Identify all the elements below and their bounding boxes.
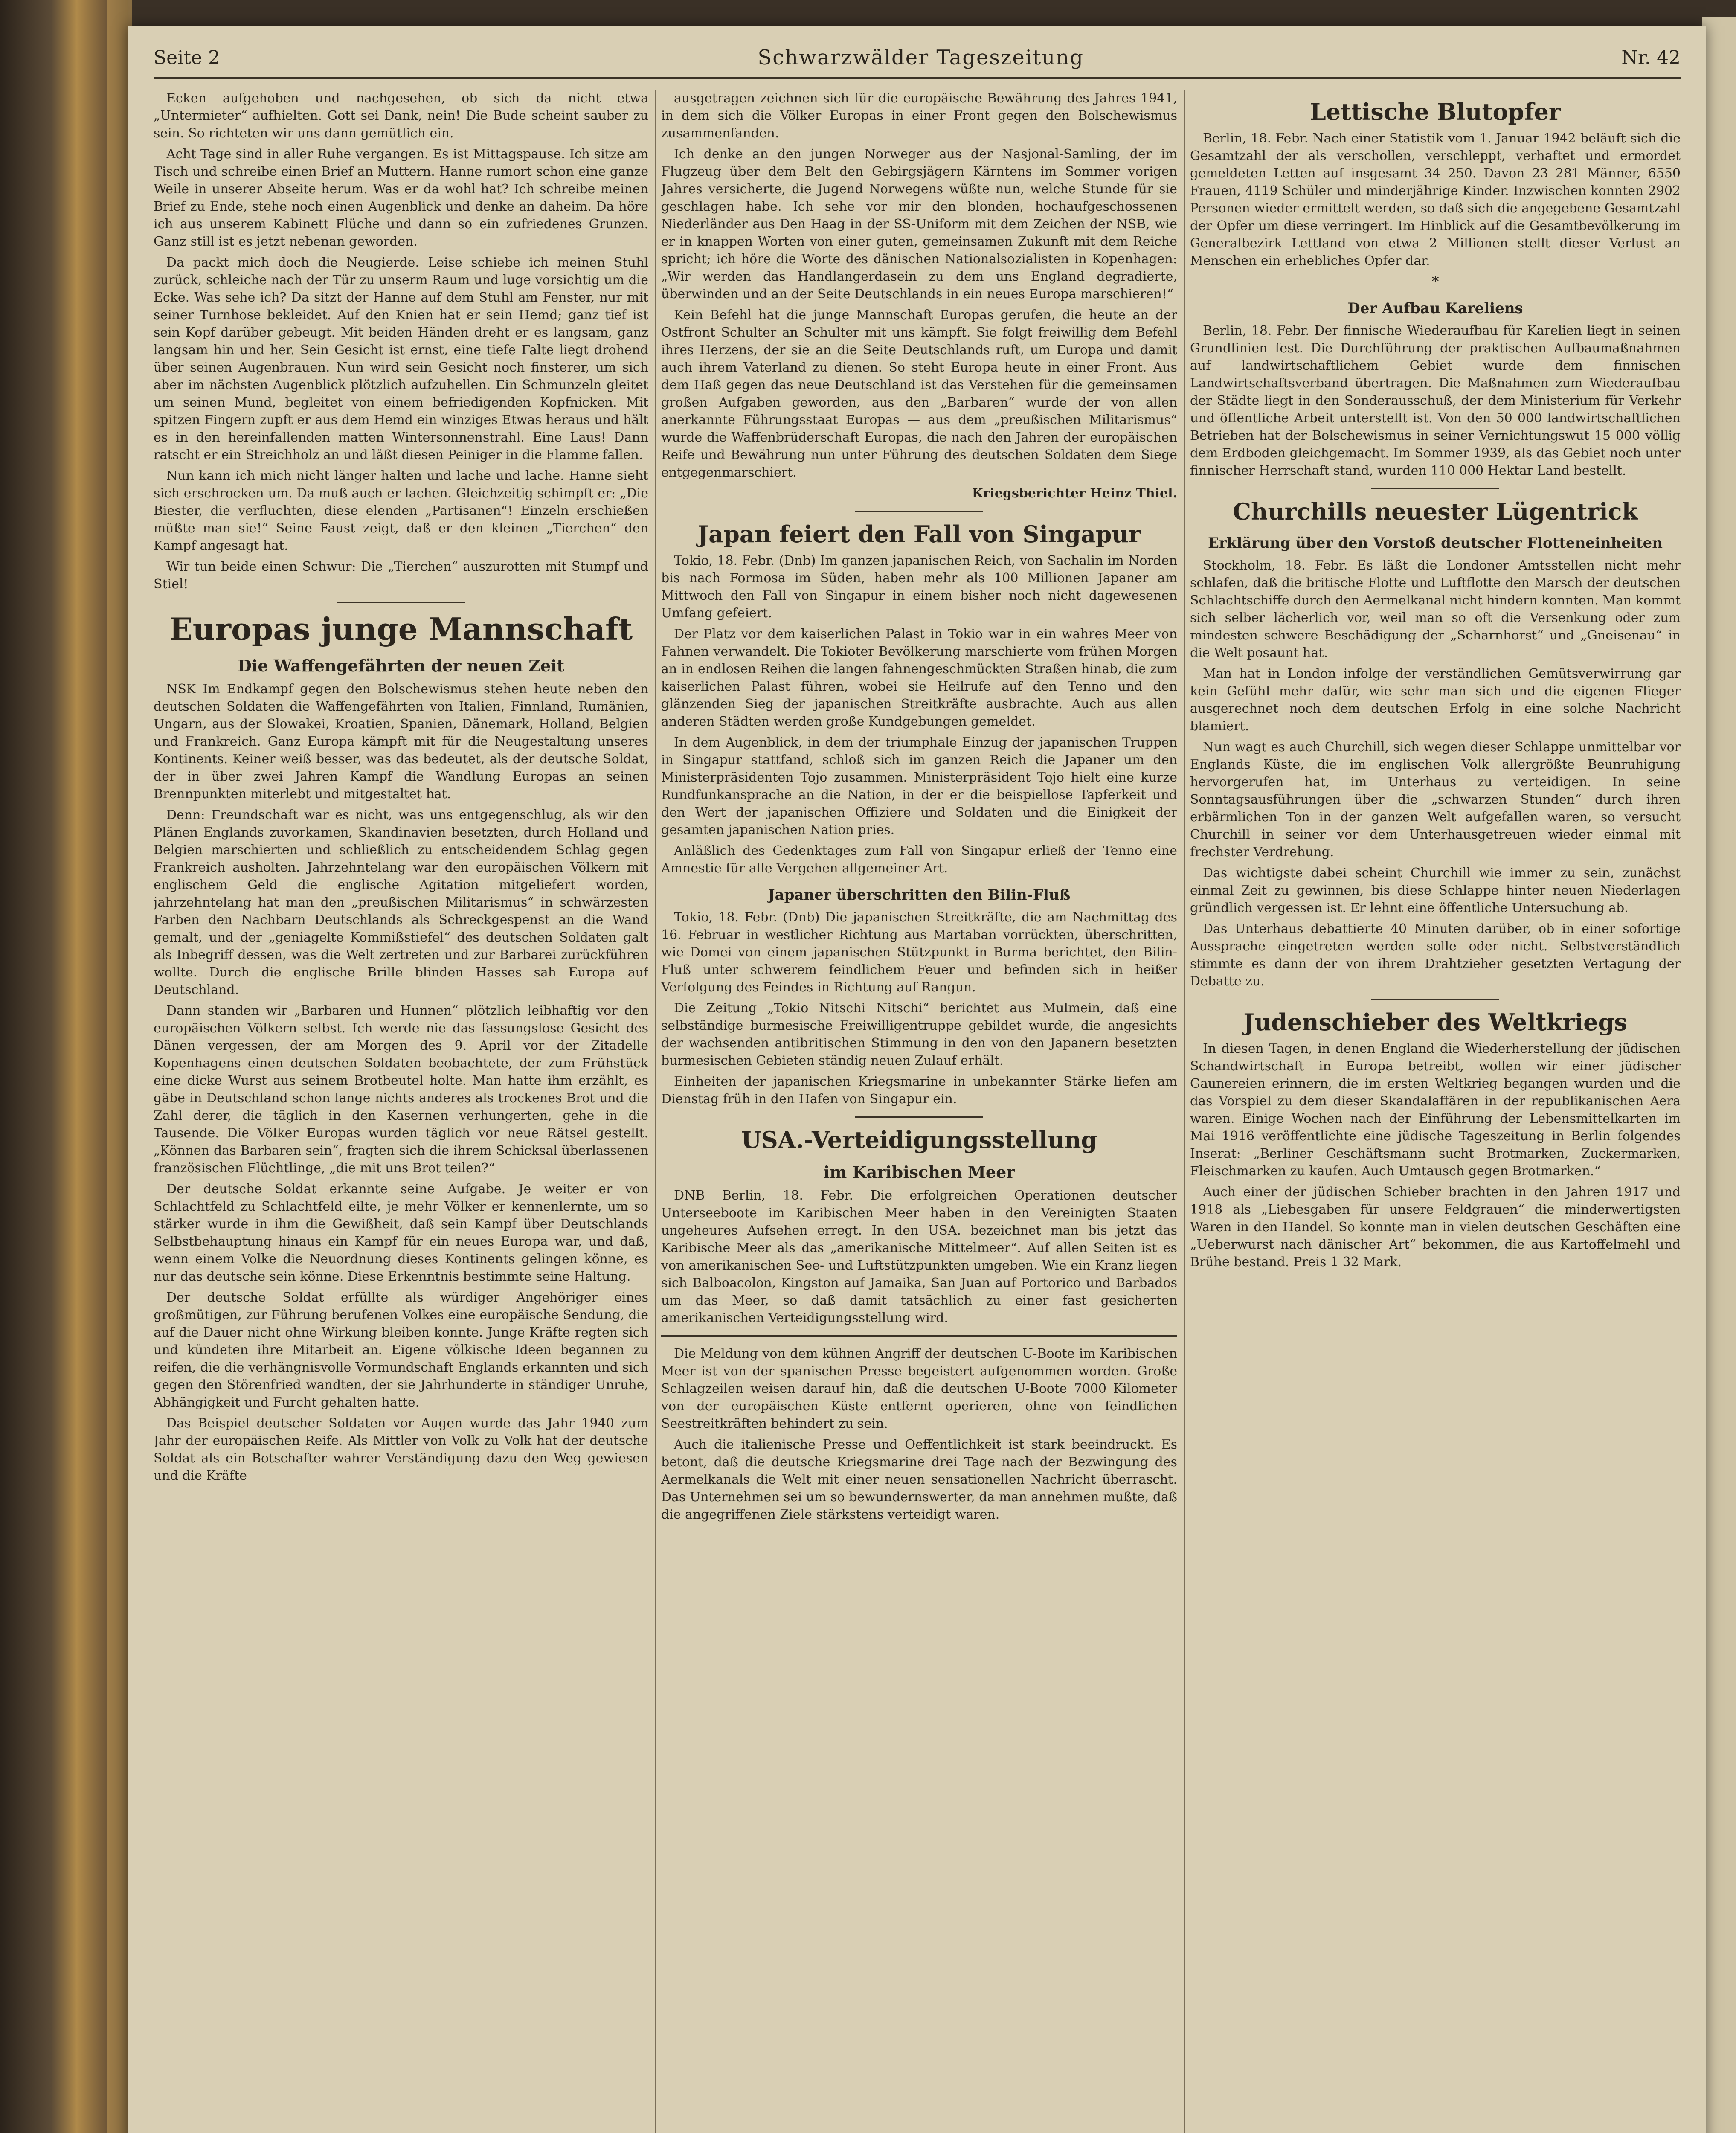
article-paragraph: Auch die italienische Presse und Oeffentlichkeit ist stark beeindruckt. Es betont, daß die deutsche Kriegsmarine drei Tage nach der Bezwingung des Aermelkanals die Welt mit einer neuen sensationellen Nachricht überrascht. Das Unternehmen sei um so bewundernswerter, da man annehmen mußte, daß die angegriffenen Ziele stärkstens verteidigt waren. <box>661 1437 1177 1522</box>
section-divider <box>855 511 983 512</box>
headline-judenschieber: Judenschieber des Weltkriegs <box>1243 1008 1627 1036</box>
column-divider <box>1184 90 1185 2133</box>
article-paragraph: Kein Befehl hat die junge Mannschaft Europas gerufen, die heute an der Ostfront Schulter an Schulter mit uns kämpft. Sie folgt freiwillig dem Befehl ihres Herzens, der sie an die Seite Deutschlands ruft, um Europa und damit auch ihrem Vaterland zu dienen. So steht Europa heute in einer Front. Aus dem Haß gegen das neue Deutschland ist das Verstehen für die gemeinsamen großen Aufgaben geworden, aus den „Barbaren“ wurde der von allen anerkannte Führungsstaat Europas — aus dem „preußischen Militarismus“ wurde die Waffenbrüderschaft Europas, die nach den Jahren der europäischen Reife und Bewährung nun unter Führung des deutschen Soldaten dem Siege entgegenmarschiert. <box>661 308 1177 480</box>
section-divider <box>1371 488 1499 489</box>
subheadline: Die Waffengefährten der neuen Zeit <box>237 656 565 675</box>
subheadline: Japaner überschritten den Bilin-Fluß <box>768 886 1071 904</box>
column-middle <box>661 90 1177 2133</box>
article-paragraph: Die Zeitung „Tokio Nitschi Nitschi“ berichtet aus Mulmein, daß eine selbständige burmesische Freiwilligentruppe gebildet wurde, die angesichts der wachsenden antibritischen Stimmung in den von den Japanern besetzten burmesischen Gebieten ständig neuen Zulauf erhält. <box>661 1001 1177 1068</box>
article-paragraph: Berlin, 18. Febr. Der finnische Wiederaufbau für Karelien liegt in seinen Grundlinien fest. Die Durchführung der praktischen Aufbaumaßnahmen auf landwirtschaftlichem Gebiet wurde dem finnischen Landwirtschaftsverband übertragen. Die Maßnahmen zum Wiederaufbau der Städte liegt in den Sonderausschuß, der dem Ministerium für Verkehr und öffentliche Arbeit unterstellt ist. Von den 50 000 landwirtschaftlichen Betrieben hat der Bolschewismus in seiner Vernichtungswut 15 000 völlig dem Erdboden gleichgemacht. Im Sommer 1939, als das Gebiet noch unter finnischer Herrschaft stand, wurden 110 000 Hektar Land bestellt. <box>1190 323 1681 478</box>
headline-lettische-blutopfer: Lettische Blutopfer <box>1309 98 1561 125</box>
page-number: Seite 2 <box>154 46 220 69</box>
column-left <box>154 90 648 2133</box>
headline-europas-junge-mannschaft: Europas junge Mannschaft <box>169 611 633 647</box>
article-paragraph: Tokio, 18. Febr. (Dnb) Die japanischen Streitkräfte, die am Nachmittag des 16. Februar in westlicher Richtung aus Martaban vorrückten, überschritten, wie Domei von einem japanischen Stützpunkt in Burma berichtet, den Bilin-Fluß unter schwerem feindlichem Feuer und befinden sich in heißer Verfolgung des Feindes in Richtung auf Rangun. <box>661 910 1177 995</box>
article-paragraph: Der Platz vor dem kaiserlichen Palast in Tokio war in ein wahres Meer von Fahnen verwandelt. Die Tokioter Bevölkerung marschierte vom frühen Morgen an in endlosen Reihen die langen fahnengeschmückten Straßen hinab, die zum kaiserlichen Palast führen, wobei sie Heilrufe auf den Tenno und den glänzenden Sieg der japanischen Streitkräfte ausbrachte. Auch aus allen anderen Städten werden große Kundgebungen gemeldet. <box>661 627 1177 729</box>
subheadline: Der Aufbau Kareliens <box>1347 300 1523 317</box>
article-paragraph: Der deutsche Soldat erkannte seine Aufgabe. Je weiter er von Schlachtfeld zu Schlachtfeld eilte, je mehr Völker er kennenlernte, um so stärker wurde in ihm die Gewißheit, daß sein Kampf über Deutschlands Selbstbehauptung hinaus ein Kampf für ein neues Europa war, und daß, wenn einem Volke die Neuordnung dieses Kontinents gelingen könne, es nur das deutsche sein könne. Diese Erkenntnis bestimmte seine Haltung. <box>154 1182 648 1284</box>
article-paragraph: In dem Augenblick, in dem der triumphale Einzug der japanischen Truppen in Singapur stattfand, schloß sich im ganzen Reich die Japaner um den Ministerpräsidenten Tojo zusammen. Ministerpräsident Tojo hielt eine kurze Rundfunkansprache an die Nation, in der er die beispiellose Tapferkeit und den Wert der japanischen Offiziere und Soldaten und die Einigkeit der gesamten japanischen Nation pries. <box>661 735 1177 837</box>
column-right <box>1190 90 1681 2133</box>
byline: Kriegsberichter Heinz Thiel. <box>972 486 1177 501</box>
article-paragraph: Man hat in London infolge der verständlichen Gemütsverwirrung gar kein Gefühl mehr dafür, wie sehr man sich und die eigenen Flieger ausgerechnet noch dem deutschen Erfolg in eine solche Nachricht blamiert. <box>1190 666 1681 734</box>
headline-churchills-luegentrick: Churchills neuester Lügentrick <box>1233 498 1638 525</box>
subheadline: Erklärung über den Vorstoß deutscher Flotteneinheiten <box>1208 535 1663 552</box>
article-paragraph: Dann standen wir „Barbaren und Hunnen“ plötzlich leibhaftig vor den europäischen Völkern selbst. Ich werde nie das fassungslose Gesicht des Dänen vergessen, der am Morgen des 9. April vor der Zitadelle Kopenhagens einen deutschen Soldaten beobachtete, der zum Frühstück eine dicke Wurst aus seinem Brotbeutel holte. Man hatte ihm erzählt, es gäbe in Deutschland schon lange nichts anderes als trockenes Brot und die Zahl derer, die täglich in den Kasernen verhungerten, gehe in die Tausende. Die Völker Europas wurden täglich vor neue Rätsel gestellt. „Können das Barbaren sein“, fragten sich die ihrem Schicksal überlassenen französischen Flüchtlinge, „die mit uns Brot teilen?“ <box>154 1003 648 1176</box>
article-paragraph: Acht Tage sind in aller Ruhe vergangen. Es ist Mittagspause. Ich sitze am Tisch und schreibe einen Brief an Muttern. Hanne rumort schon eine ganze Weile in unserer Abseite herum. Was er da wohl hat? Ich schreibe meinen Brief zu Ende, stehe noch einen Augenblick und denke an daheim. Da höre ich aus unserem Kabinett Flüche und dann so ein zufriedenes Grunzen. Ganz still ist es jetzt nebenan geworden. <box>154 147 648 249</box>
article-paragraph: Anläßlich des Gedenktages zum Fall von Singapur erließ der Tenno eine Amnestie für alle Vergehen allgemeiner Art. <box>661 843 1177 876</box>
article-paragraph: Wir tun beide einen Schwur: Die „Tierchen“ auszurotten mit Stumpf und Stiel! <box>154 559 648 592</box>
article-paragraph: Ich denke an den jungen Norweger aus der Nasjonal-Samling, der im Flugzeug über dem Belt den Gebirgsjägern Kärntens im Sommer vorigen Jahres versicherte, die Jugend Norwegens wüßte nun, welche Stunde für sie geschlagen habe. Ich sehe vor mir den blonden, hochaufgeschossenen Niederländer aus Den Haag in der SS-Uniform mit dem Zeichen der NSB, wie er in knappen Worten von einer guten, gemeinsamen Zukunft mit dem Reiche spricht; ich höre die Worte des dänischen Nationalsozialisten in Kopenhagen: „Wir werden das Handlangerdasein zu dem uns England degradierte, überwinden und an der Seite Deutschlands in ein neues Europa marschieren!“ <box>661 147 1177 302</box>
separator-star: * <box>1431 273 1439 290</box>
article-paragraph: NSK Im Endkampf gegen den Bolschewismus stehen heute neben den deutschen Soldaten die Waffengefährten von Italien, Finnland, Rumänien, Ungarn, aus der Slowakei, Kroatien, Spanien, Dänemark, Holland, Belgien und Frankreich. Ganz Europa kämpft mit für die Neugestaltung unseres Kontinents. Keiner weiß besser, was das bedeutet, als der deutsche Soldat, der in über zwei Jahren Kampf die Wandlung Europas an seinen Brennpunkten miterlebt und mitgestaltet hat. <box>154 682 648 802</box>
article-paragraph: Das Beispiel deutscher Soldaten vor Augen wurde das Jahr 1940 zum Jahr der europäischen Reife. Als Mittler von Volk zu Volk hat der deutsche Soldat als ein Botschafter wahrer Verständigung dazu den Weg gewiesen und die Kräfte <box>154 1416 648 1483</box>
article-paragraph: Das wichtigste dabei scheint Churchill wie immer zu sein, zunächst einmal Zeit zu gewinnen, bis diese Schlappe hinter neuen Niederlagen gründlich vergessen ist. Er lehnt eine öffentliche Untersuchung ab. <box>1190 866 1681 915</box>
article-paragraph: Ecken aufgehoben und nachgesehen, ob sich da nicht etwa „Untermieter“ aufhielten. Gott sei Dank, nein! Die Bude scheint sauber zu sein. So richteten wir uns dann gemütlich ein. <box>154 91 648 141</box>
newspaper-page <box>128 26 1706 2133</box>
article-paragraph: Tokio, 18. Febr. (Dnb) Im ganzen japanischen Reich, von Sachalin im Norden bis nach Formosa im Süden, haben mehr als 100 Millionen Japaner am Mittwoch den Fall von Singapur in einem bisher noch nicht dagewesenen Umfang gefeiert. <box>661 553 1177 621</box>
next-page-edge <box>1702 17 1736 2133</box>
headline-usa-verteidigung: USA.-Verteidigungsstellung <box>741 1126 1097 1154</box>
article-paragraph: Der deutsche Soldat erfüllte als würdiger Angehöriger eines großmütigen, zur Führung berufenen Volkes eine europäische Sendung, die auf die Dauer nicht ohne Wirkung bleiben konnte. Junge Kräfte regten sich und kündeten ihre Mitarbeit an. Eigene völkische Ideen begannen zu reifen, die die verhängnisvolle Vormundschaft Englands erkannten und sich gegen den Störenfried wandten, der sie Jahrhunderte in ständiger Unruhe, Abhängigkeit und Furcht gehalten hatte. <box>154 1290 648 1410</box>
section-divider <box>337 602 465 603</box>
article-paragraph: Die Meldung von dem kühnen Angriff der deutschen U-Boote im Karibischen Meer ist von der spanischen Presse begeistert aufgenommen worden. Große Schlagzeilen weisen darauf hin, daß die deutschen U-Boote 7000 Kilometer von der europäischen Küste entfernt operieren, ohne von feindlichen Seestreitkräften behindert zu sein. <box>661 1346 1177 1431</box>
article-paragraph: Das Unterhaus debattierte 40 Minuten darüber, ob in einer sofortige Aussprache eingetreten werden solle oder nicht. Selbstverständlich stimmte es dann der von ihrem Drahtzieher gesetzten Vertagung der Debatte zu. <box>1190 921 1681 989</box>
article-paragraph: In diesen Tagen, in denen England die Wiederherstellung der jüdischen Schandwirtschaft in Europa betreibt, wollen wir einer jüdischer Gaunereien erinnern, die im ersten Weltkrieg begangen wurden und die das Vorspiel zu dem dieser Skandalaffären in der republikanischen Aera waren. Einige Wochen nach der Einführung der Lebensmittelkarten im Mai 1916 veröffentlichte eine jüdische Tageszeitung in Berlin folgendes Inserat: „Berliner Geschäftsmann sucht Brotmarken, Zuckermarken, Fleischmarken zu kaufen. Auch Umtausch gegen Brotmarken.“ <box>1190 1041 1681 1179</box>
headline-japan-singapur: Japan feiert den Fall von Singapur <box>697 520 1141 548</box>
article-paragraph: Stockholm, 18. Febr. Es läßt die Londoner Amtsstellen nicht mehr schlafen, daß die britische Flotte und Luftflotte den Marsch der deutschen Schlachtschiffe durch den Aermelkanal nicht hindern konnten. Man kommt sich selber lächerlich vor, weil man so oft die Versenkung oder zum mindesten schwere Beschädigung der „Scharnhorst“ und „Gneisenau“ in die Welt posaunt hat. <box>1190 558 1681 660</box>
article-paragraph: Einheiten der japanischen Kriegsmarine in unbekannter Stärke liefen am Dienstag früh in den Hafen von Singapur ein. <box>661 1074 1177 1107</box>
article-paragraph: Auch einer der jüdischen Schieber brachten in den Jahren 1917 und 1918 als „Liebesgaben für unsere Feldgrauen“ die minderwertigsten Waren in den Handel. So konnte man in vielen deutschen Geschäften eine „Ueberwurst nach dänischer Art“ bekommen, die aus Kartoffelmehl und Brühe bestand. Preis 1 32 Mark. <box>1190 1185 1681 1270</box>
article-paragraph: ausgetragen zeichnen sich für die europäische Bewährung des Jahres 1941, in dem sich die Völker Europas in einer Front gegen den Bolschewismus zusammenfanden. <box>661 91 1177 141</box>
article-paragraph: Nun wagt es auch Churchill, sich wegen dieser Schlappe unmittelbar vor Englands Küste, die im englischen Volk allergrößte Beunruhigung hervorgerufen hat, im Unterhaus zu verteidigen. In seine Sonntagsausführungen über die „schwarzen Stunden“ durch ihren erbärmlichen Ton in der ganzen Welt aufgefallen waren, so versucht Churchill in seiner vor dem Unterhausgetreuen wieder einmal mit frechster Verdrehung. <box>1190 740 1681 860</box>
newspaper-title: Schwarzwälder Tageszeitung <box>758 46 1084 70</box>
page-header <box>154 38 1681 79</box>
article-paragraph: Berlin, 18. Febr. Nach einer Statistik vom 1. Januar 1942 beläuft sich die Gesamtzahl der als verschollen, verschleppt, verhaftet und ermordet gemeldeten Letten auf insgesamt 34 250. Davon 23 281 Männer, 6550 Frauen, 4119 Schüler und minderjährige Kinder. Inzwischen konnten 2902 Personen wieder ermittelt werden, so daß sich die angegebene Gesamtzahl der Opfer um diese verringert. Im Hinblick auf die Gesamtbevölkerung im Generalbezirk Lettland von etwa 2 Millionen stellt dieser Verlust an Menschen ein erhebliches Opfer dar. <box>1190 131 1681 268</box>
article-paragraph: Denn: Freundschaft war es nicht, was uns entgegenschlug, als wir den Plänen Englands zuvorkamen, Skandinavien besetzten, durch Holland und Belgien marschierten und schließlich zu entscheidendem Schlag gegen Frankreich ausholten. Jahrzehntelang war den europäischen Völkern mit englischem Geld die englische Agitation mitgeliefert worden, jahrzehntelang hat man den „preußischen Militarismus“ in schwärzesten Farben den Nachbarn Deutschlands als Schreckgespenst an die Wand gemalt, und der „geniagelte Kommißstiefel“ des deutschen Soldaten galt als Inbegriff dessen, was die Welt zertreten und zur Barbarei zurückführen wollte. Durch die englische Brille blinden Hasses sah Europa auf Deutschland. <box>154 808 648 997</box>
article-paragraph: Da packt mich doch die Neugierde. Leise schiebe ich meinen Stuhl zurück, schleiche nach der Tür zu unserm Raum und luge vorsichtig um die Ecke. Was sehe ich? Da sitzt der Hanne auf dem Stuhl am Fenster, nur mit seiner Turnhose bekleidet. Auf den Knien hat er sein Hemd; ganz tief ist sein Kopf darüber gebeugt. Mit beiden Händen dreht er es langsam, ganz langsam hin und her. Sein Gesicht ist ernst, eine tiefe Falte liegt drohend über seinen Augenbrauen. Nun wird sein Gesicht noch finsterer, um sich aber im nächsten Augenblick plötzlich aufzuhellen. Ein Schmunzeln gleitet um seinen Mund, begleitet von einem befriedigenden Kopfnicken. Mit spitzen Fingern zupft er aus dem Hemd ein winziges Etwas heraus und hält es in den hereinfallenden matten Wintersonnenstrahl. Eine Laus! Dann ratscht er ein Streichholz an und läßt diesen Peiniger in die Flamme fallen. <box>154 255 648 462</box>
section-divider <box>1371 999 1499 1000</box>
article-paragraph: DNB Berlin, 18. Febr. Die erfolgreichen Operationen deutscher Unterseeboote im Karibischen Meer haben in den Vereinigten Staaten ungeheures Aufsehen erregt. In den USA. bezeichnet man bis jetzt das Karibische Meer als das „amerikanische Mittelmeer“. Auf allen Seiten ist es von amerikanischen See- und Luftstützpunkten umgeben. Wie ein Kranz liegen sich Balboacolon, Kingston auf Jamaika, San Juan auf Portorico und Barbados um das Meer, so daß damit tatsächlich zu einer fast gesicherten amerikanischen Verteidigungsstellung wird. <box>661 1188 1177 1325</box>
section-divider <box>661 1335 1177 1337</box>
headline-usa-verteidigung-line2: im Karibischen Meer <box>823 1162 1015 1182</box>
column-divider <box>655 90 656 2133</box>
section-divider <box>855 1116 983 1118</box>
article-paragraph: Nun kann ich mich nicht länger halten und lache und lache. Hanne sieht sich erschrocken um. Da muß auch er lachen. Gleichzeitig schimpft er: „Die Biester, die verfluchten, diese elenden „Partisanen“! Einzeln erschießen müßte man sie!“ Seine Faust zeigt, daß er den kleinen „Tierchen“ den Kampf angesagt hat. <box>154 468 648 553</box>
issue-number: Nr. 42 <box>1621 46 1681 69</box>
